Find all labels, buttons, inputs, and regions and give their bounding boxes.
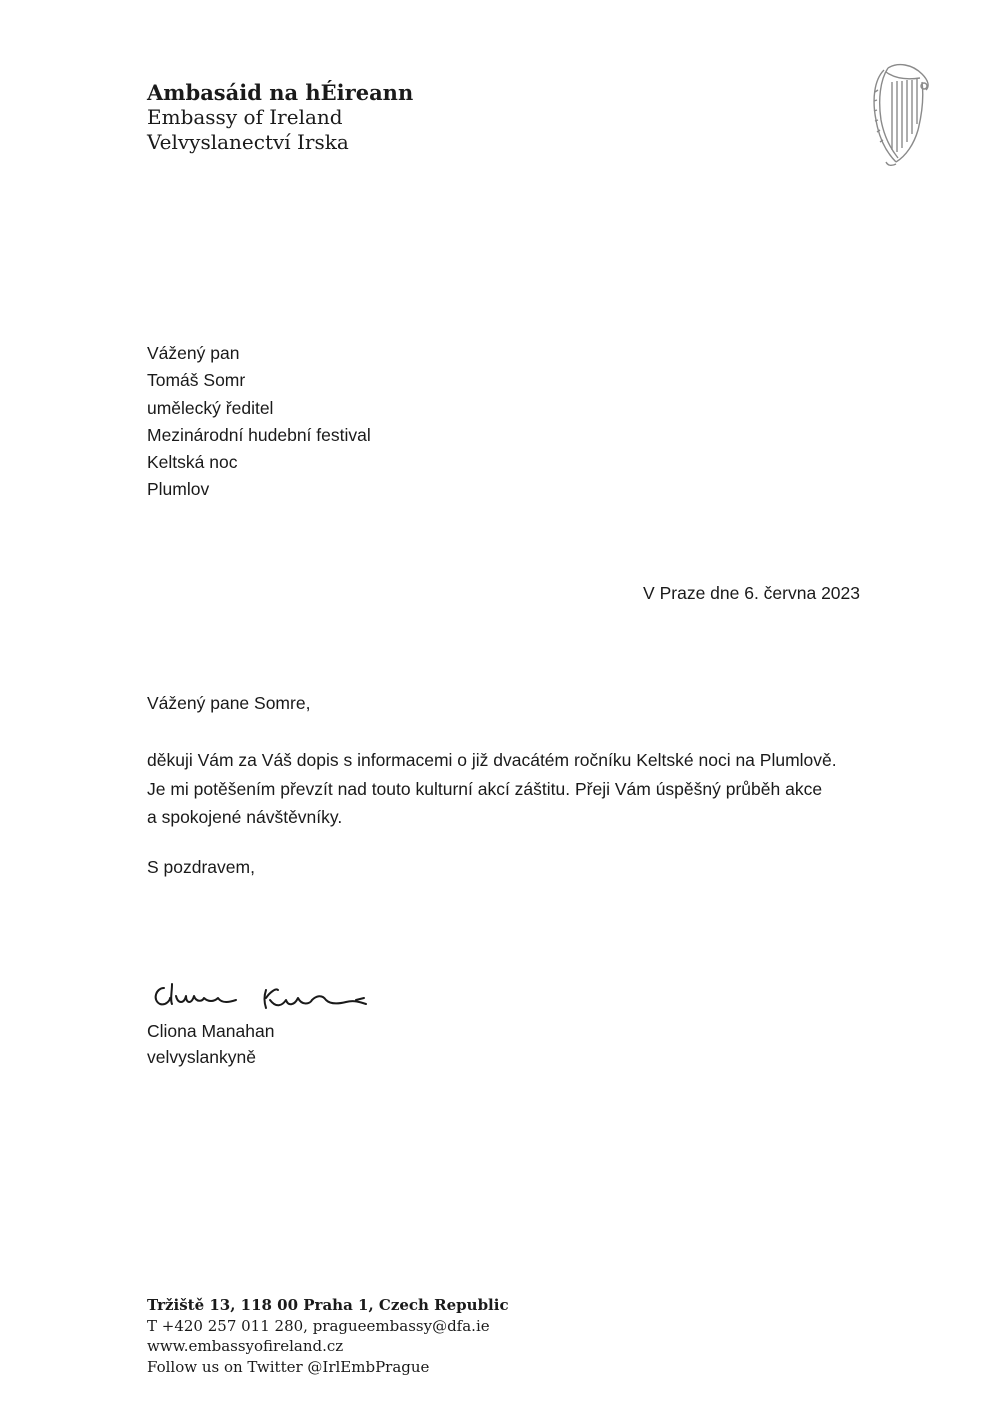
recipient-line: Plumlov — [147, 479, 210, 500]
letterhead-irish-name: Ambasáid na hÉireann — [147, 80, 414, 105]
body-line: děkuji Vám za Váš dopis s informacemi o již dvacátém ročníku Keltské noci na Plumlově. — [147, 750, 837, 770]
footer-address: Tržiště 13, 118 00 Praha 1, Czech Republic — [147, 1296, 509, 1314]
salutation: Vážený pane Somre, — [147, 693, 311, 713]
signer-name: Cliona Manahan — [147, 1021, 275, 1041]
letterhead-czech-name: Velvyslanectví Irska — [147, 130, 349, 154]
harp-icon — [866, 60, 936, 170]
signer-block — [147, 1018, 274, 1070]
body-line: a spokojené návštěvníky. — [147, 807, 343, 827]
letterhead-english-name: Embassy of Ireland — [147, 105, 343, 129]
footer-website: www.embassyofireland.cz — [147, 1337, 344, 1355]
letterhead — [147, 80, 413, 155]
footer — [147, 1295, 509, 1377]
recipient-line: Mezinárodní hudební festival — [147, 424, 371, 445]
recipient-line: Vážený pan — [147, 343, 240, 363]
letter-body — [147, 746, 867, 832]
closing: S pozdravem, — [147, 857, 255, 877]
recipient-line: umělecký ředitel — [147, 397, 274, 418]
footer-twitter: Follow us on Twitter @IrlEmbPrague — [147, 1357, 430, 1376]
recipient-line: Tomáš Somr — [147, 370, 246, 391]
signer-title: velvyslankyně — [147, 1047, 256, 1067]
handwritten-signature — [150, 978, 390, 1018]
recipient-line: Keltská noc — [147, 452, 238, 473]
recipient-address — [147, 340, 371, 504]
body-line: Je mi potěšením převzít nad touto kulturní akcí záštitu. Přeji Vám úspěšný průběh akce — [147, 778, 823, 799]
letter-date: V Praze dne 6. června 2023 — [643, 583, 860, 603]
footer-contact: T +420 257 011 280, pragueembassy@dfa.ie — [147, 1316, 490, 1335]
